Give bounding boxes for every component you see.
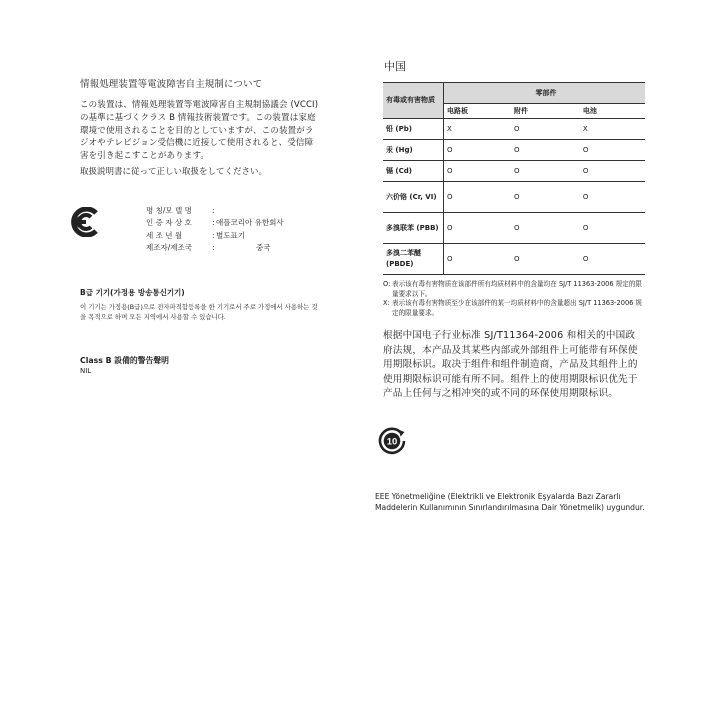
value-cell: O — [580, 213, 645, 244]
kc-row: 인 증 자 상 호 : 애플코리아 유한회사 — [146, 217, 284, 229]
value-cell: O — [443, 244, 511, 275]
note-o — [383, 280, 643, 299]
kc-label: 명 칭/모 델 명 — [146, 205, 192, 215]
vcci-instruction: 取扱説明書に従って正しい取扱をしてください。 — [80, 166, 268, 177]
parts-header: 零部件 — [443, 83, 645, 104]
value-cell: O — [443, 213, 511, 244]
kc-row: 세 조 년 월 : 별도표기 — [146, 230, 284, 242]
table-row — [383, 161, 645, 182]
sub-header: 附件 — [511, 104, 580, 119]
substance-cell: 多溴二苯醚 (PBDE) — [383, 244, 443, 275]
table-row — [383, 182, 645, 213]
efup-paragraph: 根据中国电子行业标准 SJ/T11364-2006 和相关的中国政府法规，本产品及其某些内部或外部组件上可能带有环保使用期限标识。取决于组件和组件制造商，产品及其组件上的使用期限标识可能有所不同。组件上的使用期限标识优先于产品上任何与之相冲突的或不同的环保使用期限标识。 — [383, 330, 638, 399]
china-title: 中国 — [384, 60, 406, 73]
vcci-section — [80, 76, 320, 265]
sub-header: 电路板 — [443, 104, 511, 119]
table-row — [383, 140, 645, 161]
taiwan-class-b-section — [80, 355, 320, 375]
hazardous-substance-table — [383, 82, 645, 275]
kc-row: 명 칭/모 델 명 : — [146, 205, 284, 217]
note-x — [383, 299, 643, 318]
vcci-paragraph: この装置は、情報処理装置等電波障害自主規制協議会 (VCCI) の基準に基づくクラス B 情報技術装置です。この装置は家庭環境で使用されることを目的としていますが、この装置がラジオやテレビジョン受信機に近接して使用されると、受信障害を引き起こすことがあります。 — [80, 100, 319, 162]
value-cell: O — [580, 140, 645, 161]
kc-label: 인 증 자 상 호 — [146, 218, 192, 228]
sub-header: 电池 — [580, 104, 645, 119]
table-notes — [383, 280, 643, 318]
corner-header: 有毒或有害物质 — [383, 83, 443, 119]
efup-number: 10 — [386, 436, 398, 448]
note-text: 表示该有毒有害物质至少在该部件的某一均质材料中的含量超出 SJ/T 11363-2006 规定的限量要求。 — [392, 299, 643, 317]
value-cell: O — [511, 213, 580, 244]
kc-value: 중국 — [256, 242, 271, 252]
substance-cell: 铅 (Pb) — [383, 119, 443, 140]
substance-cell: 镉 (Cd) — [383, 161, 443, 182]
kc-info-table — [146, 205, 284, 254]
kc-value: 별도표기 — [216, 230, 245, 240]
table-row — [383, 213, 645, 244]
vcci-heading: 情報処理装置等電波障害自主規制について — [80, 79, 263, 90]
kc-mark-icon — [66, 207, 100, 237]
value-cell: O — [511, 119, 580, 140]
korea-class-b-heading: B급 기기(가정용 방송통신기기) — [80, 288, 185, 297]
value-cell: X — [580, 119, 645, 140]
note-mark: O: — [383, 280, 391, 288]
taiwan-class-b-heading: Class B 設備的警告聲明 — [80, 356, 169, 365]
note-text: 表示该有毒有害物质在该部件所有均质材料中的含量均在 SJ/T 11363-2006 规定的限量要求以下。 — [392, 280, 643, 298]
korea-class-b-section — [80, 287, 320, 323]
kc-value: 애플코리아 유한회사 — [216, 218, 284, 228]
efup-10-icon — [377, 426, 407, 456]
substance-cell: 汞 (Hg) — [383, 140, 443, 161]
kc-row: 제조자/제조국 : 중국 — [146, 242, 284, 254]
china-section — [383, 58, 643, 401]
value-cell: O — [511, 140, 580, 161]
table-row — [383, 244, 645, 275]
value-cell: O — [511, 182, 580, 213]
table-row — [383, 119, 645, 140]
turkey-eee-text: EEE Yönetmeliğine (Elektrikli ve Elektronik Eşyalarda Bazı Zararlı Maddelerin Kullanımının Sınırlandırılmasına Dair Yönetmelik) uygundur. — [375, 492, 645, 513]
substance-cell: 六价铬 (Cr, VI) — [383, 182, 443, 213]
value-cell: O — [580, 182, 645, 213]
note-mark: X: — [383, 299, 390, 308]
substance-cell: 多溴联苯 (PBB) — [383, 213, 443, 244]
table-header-row — [383, 83, 645, 104]
value-cell: O — [580, 161, 645, 182]
kc-label: 제조자/제조국 — [146, 242, 192, 252]
value-cell: X — [443, 119, 511, 140]
kc-certification — [80, 205, 320, 265]
kc-label: 세 조 년 월 — [146, 230, 183, 240]
taiwan-class-b-text: NIL — [80, 367, 92, 375]
value-cell: O — [511, 161, 580, 182]
value-cell: O — [443, 140, 511, 161]
korea-class-b-text: 이 기기는 가정용(B급)으로 전자파적합등록을 한 기기로서 주로 가정에서 사용하는 것을 목적으로 하며 모든 지역에서 사용할 수 있습니다. — [80, 303, 318, 322]
value-cell: O — [443, 182, 511, 213]
value-cell: O — [443, 161, 511, 182]
value-cell: O — [580, 244, 645, 275]
value-cell: O — [511, 244, 580, 275]
